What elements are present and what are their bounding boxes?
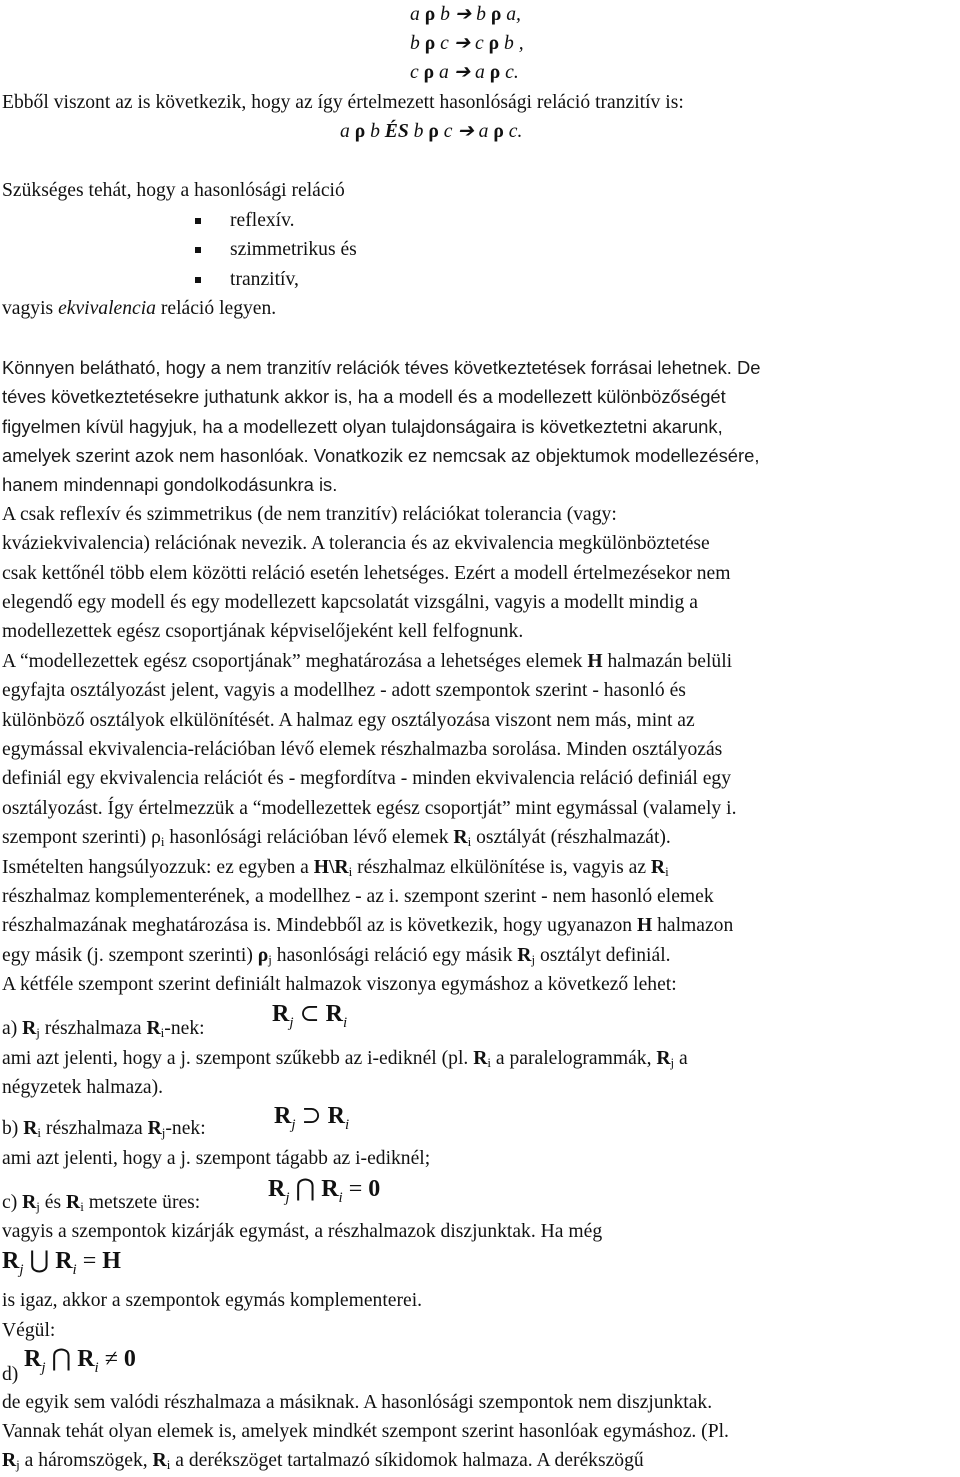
text-line: A “modellezettek egész csoportjának” meghatározása a lehetséges elemek H halmazán belüli (2, 651, 733, 672)
case-b-label: b) $R_i$ részhalmaza $R_j$-nek: (2, 1118, 206, 1140)
arrow-icon: ➔ (453, 62, 471, 83)
sans-line: amelyek szerint azok nem hasonlóak. Vonatkozik ez nemcsak az objektumok modellezésére, (2, 445, 760, 466)
text-line: de egyik sem valódi részhalmaza a másiknak. A hasonlósági szempontok nem diszjunktak. (2, 1392, 713, 1413)
text-line: definiál egy ekvivalencia relációt és - megfordítva - minden ekvivalencia reláció definiál egy (2, 768, 731, 789)
text-line: ami azt jelenti, hogy a j. szempont szűkebb az i-ediknél (pl. $R_i$ a paralelogrammák, $R_j$ a (2, 1048, 688, 1070)
text-line: egy másik (j. szempont szerinti) $\rho_j$ hasonlósági reláció egy másik $R_j$ osztályt definiál. (2, 945, 671, 967)
arrow-icon: ➔ (453, 33, 471, 54)
formula-intersection-empty: $R_j$ ⋂ $R_i = 0$ (268, 1176, 381, 1206)
transitivity-line: a ρ b ÉS b ρ c ➔ a ρ c. (340, 121, 523, 142)
text-line: egymással ekvivalencia-relációban lévő elemek részhalmazba sorolása. Minden osztályozás (2, 739, 723, 760)
text-line: csak kettőnél több elem közötti reláció esetén lehetséges. Ezért a modell értelmezésekor nem (2, 563, 731, 584)
case-a-label: a) $R_j$ részhalmaza $R_i$-nek: (2, 1018, 205, 1040)
arrow-icon: ➔ (454, 4, 472, 25)
text-line: különböző osztályok elkülönítését. A halmaz egy osztályozása viszont nem más, mint az (2, 710, 695, 731)
text-line: vagyis a szempontok kizárják egymást, a részhalmazok diszjunktak. Ha még (2, 1221, 603, 1242)
bullet-item: tranzitív, (230, 265, 299, 295)
text-line: A kétféle szempont szerint definiált halmazok viszonya egymáshoz a következő lehet: (2, 974, 677, 995)
text-line: részhalmazának meghatározása is. Mindebből az is következik, hogy ugyanazon H halmazon (2, 915, 734, 936)
formula-superset: $R_j$ ⊃ $R_i$ (274, 1103, 350, 1133)
sans-line: Könnyen belátható, hogy a nem tranzitív relációk téves következtetések forrásai lehetnek. De (2, 357, 761, 378)
formula-subset: $R_j$ ⊂ $R_i$ (272, 1001, 348, 1031)
sans-line: figyelmen kívül hagyjuk, ha a modellezett olyan tulajdonságaira is következtetni akarunk, (2, 416, 723, 437)
implication-line-2: b ρ c ➔ c ρ b , (410, 33, 524, 54)
text-line: is igaz, akkor a szempontok egymás komplementerei. (2, 1290, 423, 1311)
text-line: Ebből viszont az is következik, hogy az így értelmezett hasonlósági reláció tranzitív is: (2, 92, 684, 113)
implication-line-3: c ρ a ➔ a ρ c. (410, 62, 519, 83)
bullet-item: reflexív. (230, 206, 295, 236)
text-line: modellezettek egész csoportjának képviselőjeként kell felfognunk. (2, 621, 524, 642)
text-line: egyfajta osztályozást jelent, vagyis a modellhez - adott szempontok szerint - hasonló és (2, 680, 686, 701)
text-line: Végül: (2, 1320, 56, 1341)
text-line: $R_j$ a háromszögek, $R_i$ a derékszöget tartalmazó síkidomok halmaza. A derékszögű (2, 1450, 644, 1472)
sans-line: hanem mindennapi gondolkodásunkra is. (2, 474, 338, 495)
text-line: kváziekvivalencia) relációnak nevezik. A tolerancia és az ekvivalencia megkülönböztetése (2, 533, 710, 554)
text-line: vagyis ekvivalencia reláció legyen. (2, 298, 277, 319)
implication-line-1: a ρ b ➔ b ρ a, (410, 4, 521, 25)
arrow-icon: ➔ (457, 121, 474, 142)
text-line: Ismételten hangsúlyozzuk: ez egyben a $H\backslash R_i$ részhalmaz elkülönítése is, vagyis az $R_i$ (2, 857, 669, 879)
text-line: A csak reflexív és szimmetrikus (de nem tranzitív) relációkat tolerancia (vagy: (2, 504, 617, 525)
text-line: Vannak tehát olyan elemek is, amelyek mindkét szempont szerint hasonlóak egymáshoz. (Pl. (2, 1421, 729, 1442)
text-line: szempont szerinti) $\rho_i$ hasonlósági relációban lévő elemek $R_i$ osztályát (részhalmazát). (2, 827, 671, 849)
bullet-item: szimmetrikus és (230, 235, 357, 265)
text-line: Szükséges tehát, hogy a hasonlósági reláció (2, 180, 345, 201)
text-line: részhalmaz komplementerének, a modellhez - az i. szempont szerint - nem hasonló elemek (2, 886, 714, 907)
formula-union: $R_j$ ⋃ $R_i = H$ (2, 1248, 121, 1278)
text-line: elegendő egy modell és egy modellezett kapcsolatát vizsgálni, vagyis a modellt mindig a (2, 592, 698, 613)
case-c-label: c) $R_j$ és $R_i$ metszete üres: (2, 1192, 201, 1214)
text-line: négyzetek halmaza). (2, 1077, 164, 1098)
formula-intersection-nonempty: $R_j$ ⋂ $R_i \ne 0$ (24, 1346, 136, 1376)
text-line: ami azt jelenti, hogy a j. szempont tágabb az i-ediknél; (2, 1148, 431, 1169)
case-d-label: d) (2, 1364, 19, 1385)
sans-line: téves következtetésekre juthatunk akkor is, ha a modell és a modellezett különbözőségét (2, 386, 726, 407)
text-line: osztályozást. Így értelmezzük a “modellezettek egész csoportját” mint egymással (valamely i. (2, 798, 737, 819)
